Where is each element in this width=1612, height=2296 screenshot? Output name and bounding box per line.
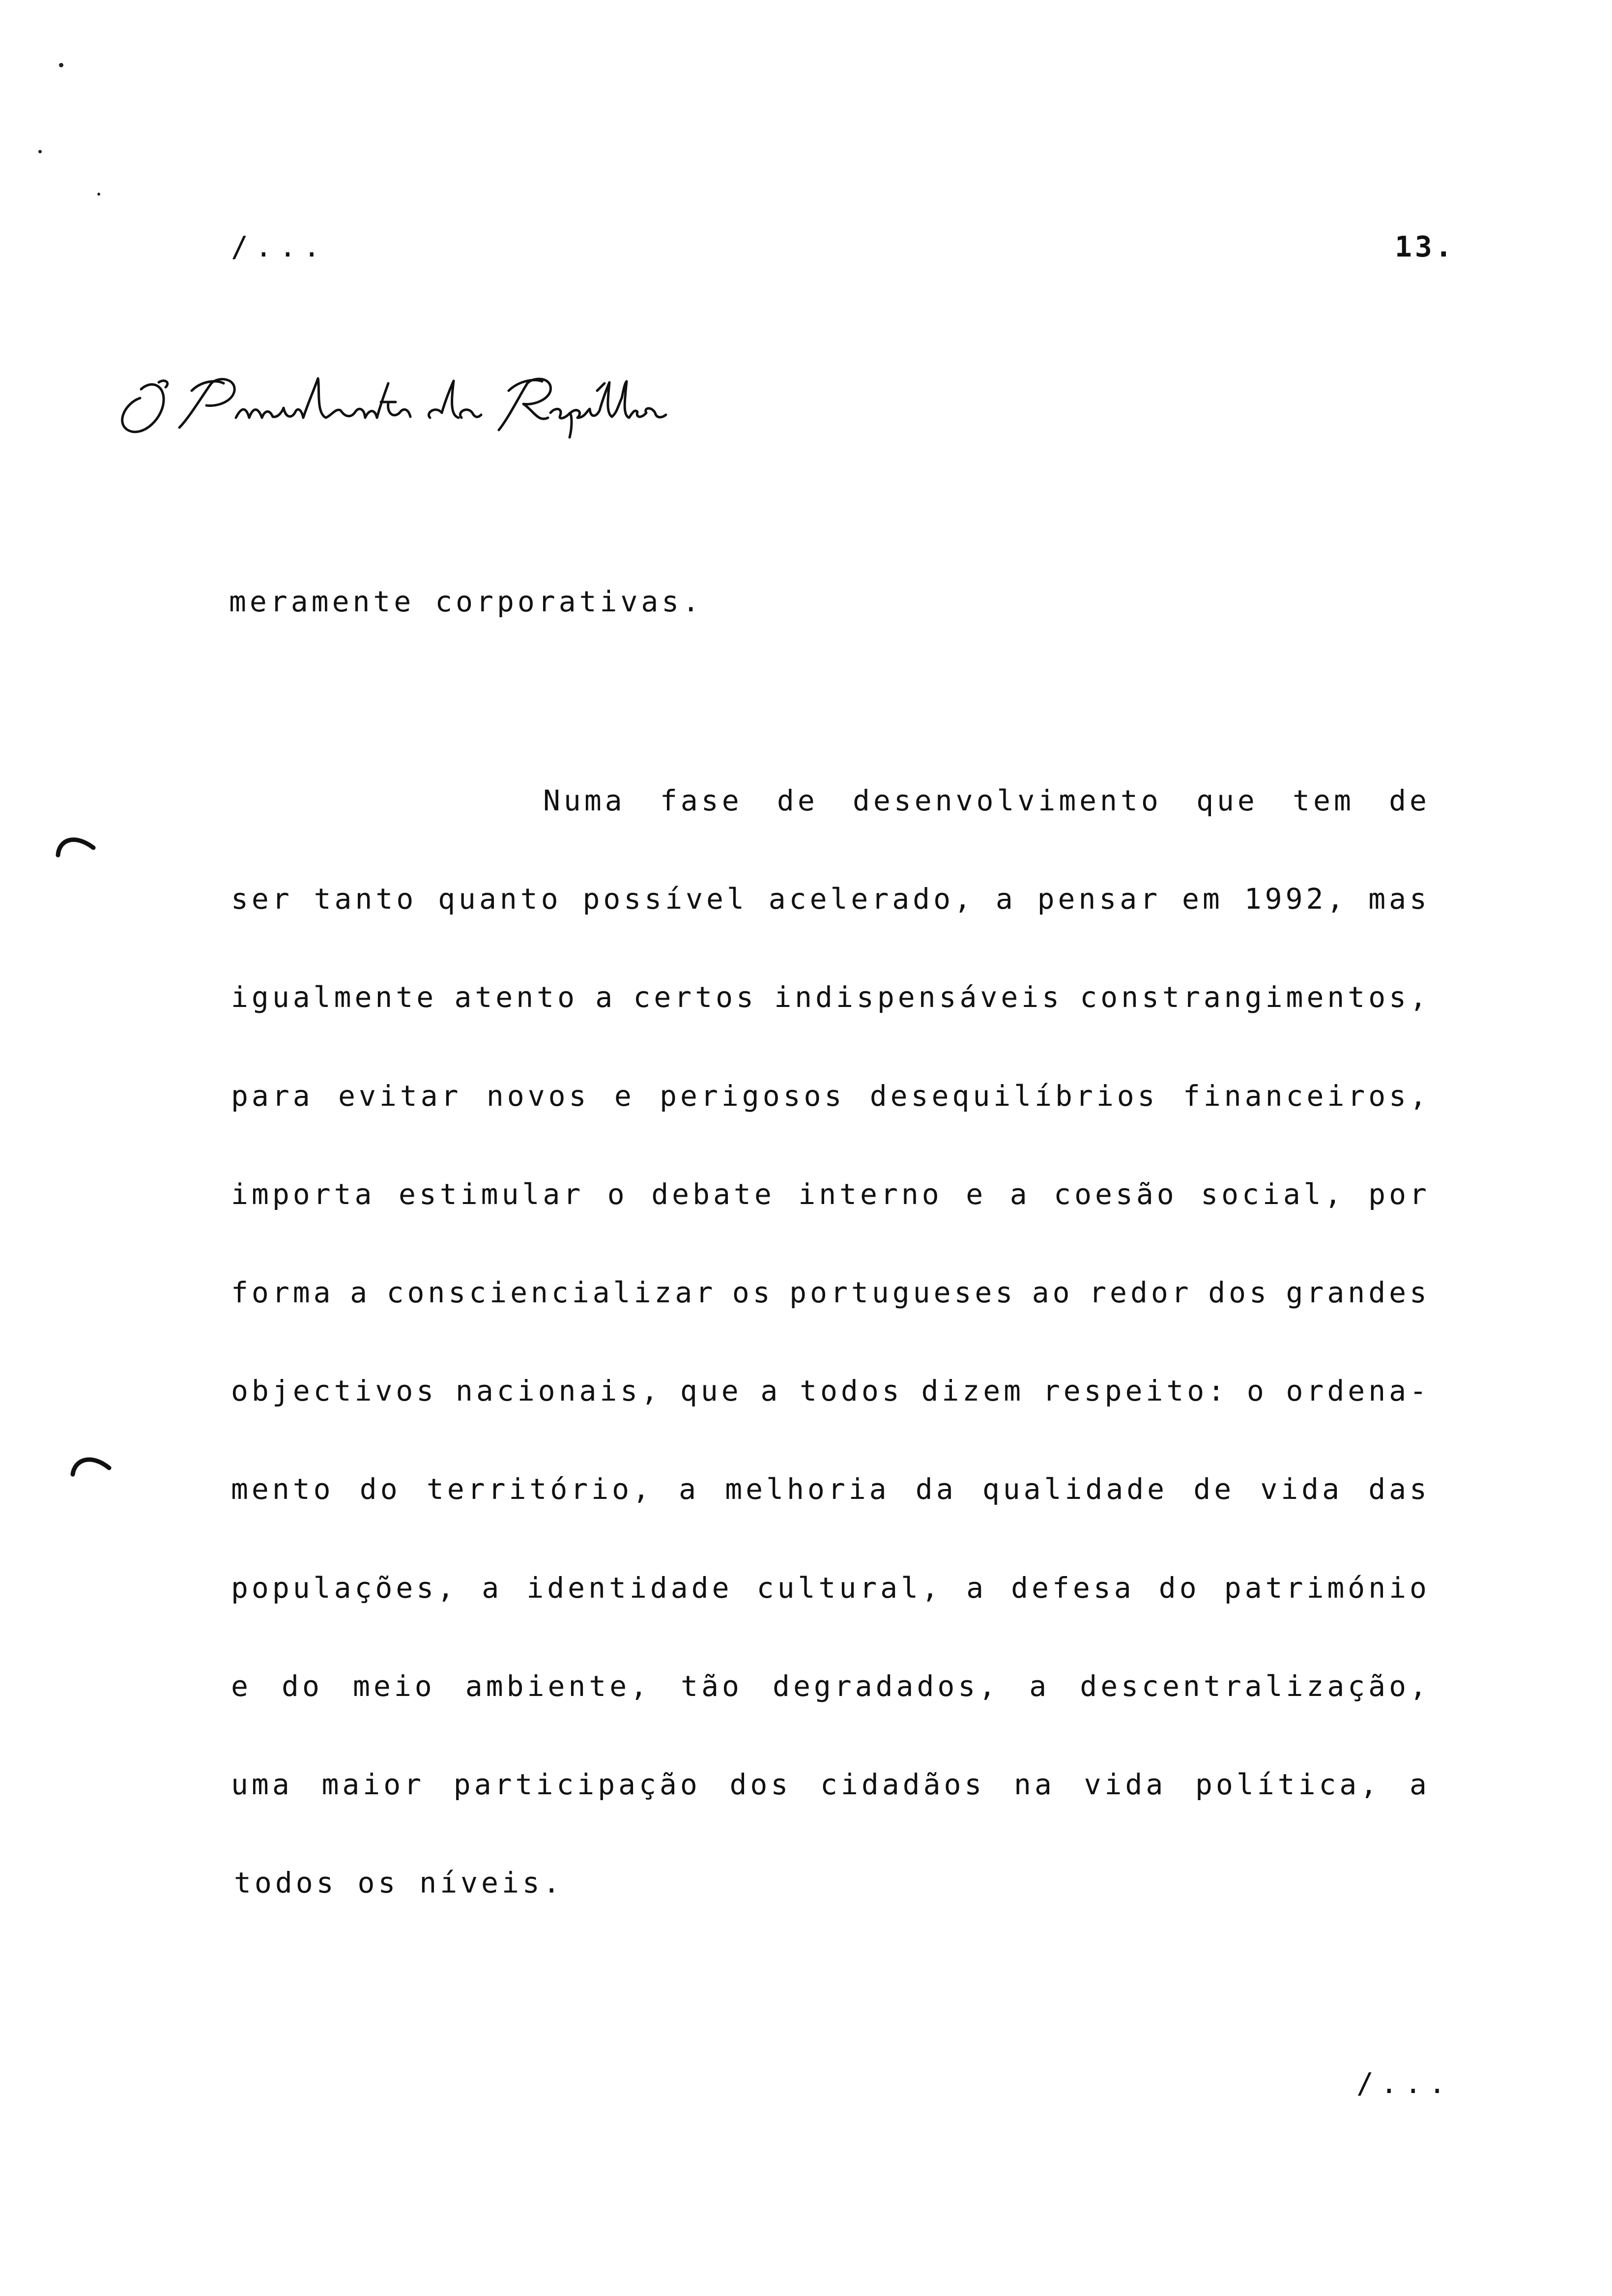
paragraph-word: consciencializar: [386, 1276, 717, 1309]
paragraph-word: meio: [352, 1669, 435, 1703]
paragraph-word: tão: [681, 1669, 743, 1703]
paragraph-word: interno: [798, 1177, 943, 1211]
paragraph-word: coesão: [1054, 1177, 1178, 1211]
paragraph-word: do: [1158, 1571, 1200, 1605]
paragraph-word: ao: [1032, 1276, 1073, 1309]
paragraph-word: a: [995, 882, 1016, 916]
paragraph-word: a: [1009, 1177, 1031, 1211]
paragraph-word: importa: [231, 1177, 375, 1211]
paragraph-word: por: [1368, 1177, 1430, 1211]
paragraph-word: fase: [660, 784, 743, 817]
paragraph-word: certos: [633, 980, 757, 1014]
paragraph-word: do: [359, 1472, 401, 1506]
paragraph-word: a: [760, 1374, 781, 1407]
paragraph-word: novos: [486, 1079, 590, 1113]
paragraph-word: pensar: [1037, 882, 1161, 916]
paragraph-line: [231, 1669, 1430, 1703]
paragraph-word: identidade: [526, 1571, 733, 1605]
continuation-marker-top: /...: [231, 230, 327, 263]
paragraph-word: território,: [426, 1472, 653, 1506]
paragraph-word: e: [614, 1079, 635, 1113]
paragraph-word: mento: [231, 1472, 334, 1506]
paragraph-word: tanto: [314, 882, 417, 916]
paragraph-word: participação: [453, 1768, 701, 1801]
paragraph-line: [231, 1472, 1430, 1506]
paragraph-word: respeito:: [1042, 1374, 1229, 1407]
paragraph-word: mas: [1368, 882, 1430, 916]
paragraph-word: dos: [1208, 1276, 1270, 1309]
paragraph-word: ordena-: [1286, 1374, 1430, 1407]
paragraph-word: e: [966, 1177, 987, 1211]
paragraph-line: [231, 882, 1430, 916]
paragraph-word: melhoria: [725, 1472, 890, 1506]
paragraph-word: indispensáveis: [774, 980, 1063, 1014]
paragraph-word: cidadãos: [820, 1768, 985, 1801]
paragraph-word: a: [1409, 1768, 1430, 1801]
paragraph-word: Numa: [543, 784, 626, 817]
opening-line: meramente corporativas.: [229, 585, 703, 618]
paragraph-word: vida: [1260, 1472, 1343, 1506]
scan-speck: [97, 193, 100, 196]
paragraph-word: para: [231, 1079, 314, 1113]
scan-speck: [59, 63, 63, 67]
paragraph-word: estimular: [398, 1177, 584, 1211]
paragraph-word: a: [350, 1276, 371, 1309]
paragraph-word: redor: [1089, 1276, 1192, 1309]
paragraph-word: que: [680, 1374, 742, 1407]
paragraph-word: de: [1193, 1472, 1235, 1506]
paragraph-word: evitar: [338, 1079, 462, 1113]
paragraph-word: descentralização,: [1080, 1669, 1430, 1703]
paragraph-word: da: [915, 1472, 957, 1506]
paragraph-word: grandes: [1286, 1276, 1430, 1309]
scan-speck: [38, 150, 42, 153]
paragraph-word: a: [595, 980, 616, 1014]
paragraph-word: financeiros,: [1182, 1079, 1430, 1113]
paragraph-word: a: [482, 1571, 503, 1605]
paragraph-word: degradados,: [773, 1669, 1000, 1703]
paragraph-word: quanto: [438, 882, 562, 916]
paragraph-word: tem: [1293, 784, 1354, 817]
paragraph-line: [231, 1571, 1430, 1605]
paragraph-word: das: [1368, 1472, 1430, 1506]
paragraph-word: o: [1246, 1374, 1267, 1407]
paragraph-word: do: [282, 1669, 323, 1703]
paragraph-word: social,: [1201, 1177, 1345, 1211]
paragraph-word: maior: [321, 1768, 425, 1801]
paragraph-word: 1992,: [1244, 882, 1348, 916]
paragraph-word: dos: [729, 1768, 792, 1801]
paragraph-word: que: [1196, 784, 1258, 817]
paragraph-word: igualmente: [231, 980, 437, 1014]
paragraph-word: portugueses: [789, 1276, 1016, 1309]
paragraph-word: atento: [454, 980, 578, 1014]
paragraph-word: debate: [651, 1177, 775, 1211]
paragraph-word: na: [1014, 1768, 1055, 1801]
paragraph-word: política,: [1195, 1768, 1381, 1801]
paragraph-word: os: [732, 1276, 774, 1309]
paragraph-line: [231, 1770, 1430, 1799]
paragraph-word: populações,: [231, 1571, 458, 1605]
paragraph-word: cultural,: [756, 1571, 942, 1605]
paragraph-word: defesa: [1011, 1571, 1135, 1605]
paragraph-word: a: [966, 1571, 987, 1605]
paragraph-line: [231, 980, 1430, 1014]
page-number: 13.: [1395, 230, 1455, 263]
paragraph-word: nacionais,: [455, 1374, 662, 1407]
punch-hole-mark: [54, 828, 98, 858]
paragraph-line: [231, 1278, 1430, 1307]
paragraph-word: desenvolvimento: [853, 784, 1162, 817]
paragraph-word: constrangimentos,: [1080, 980, 1430, 1014]
punch-hole-mark: [69, 1447, 113, 1477]
paragraph-word: qualidade: [982, 1472, 1168, 1506]
paragraph-line: [231, 1177, 1430, 1211]
paragraph-word: uma: [231, 1768, 293, 1801]
paragraph-word: a: [679, 1472, 700, 1506]
paragraph-word: ambiente,: [465, 1669, 651, 1703]
paragraph-line: [231, 1374, 1430, 1407]
paragraph-word: desequilíbrios: [869, 1079, 1158, 1113]
paragraph-word: o: [607, 1177, 628, 1211]
paragraph-word: de: [777, 784, 818, 817]
paragraph-word: possível: [582, 882, 748, 916]
paragraph-word: ser: [231, 882, 293, 916]
letterhead-logo: [106, 344, 681, 452]
paragraph-line: [543, 786, 1430, 815]
paragraph-line: [231, 1079, 1430, 1113]
paragraph-word: património: [1224, 1571, 1430, 1605]
paragraph-word: e: [231, 1669, 252, 1703]
paragraph-word: objectivos: [231, 1374, 437, 1407]
last-line: todos os níveis.: [234, 1866, 564, 1899]
paragraph-word: a: [1029, 1669, 1050, 1703]
paragraph-word: perigosos: [660, 1079, 845, 1113]
paragraph-word: vida: [1084, 1768, 1167, 1801]
paragraph-word: acelerado,: [768, 882, 975, 916]
paragraph-word: dizem: [921, 1374, 1025, 1407]
paragraph-word: todos: [800, 1374, 903, 1407]
paragraph-word: em: [1182, 882, 1223, 916]
paragraph-word: de: [1389, 784, 1430, 817]
paragraph-word: forma: [231, 1276, 334, 1309]
continuation-marker-bottom: /...: [1356, 2066, 1453, 2100]
